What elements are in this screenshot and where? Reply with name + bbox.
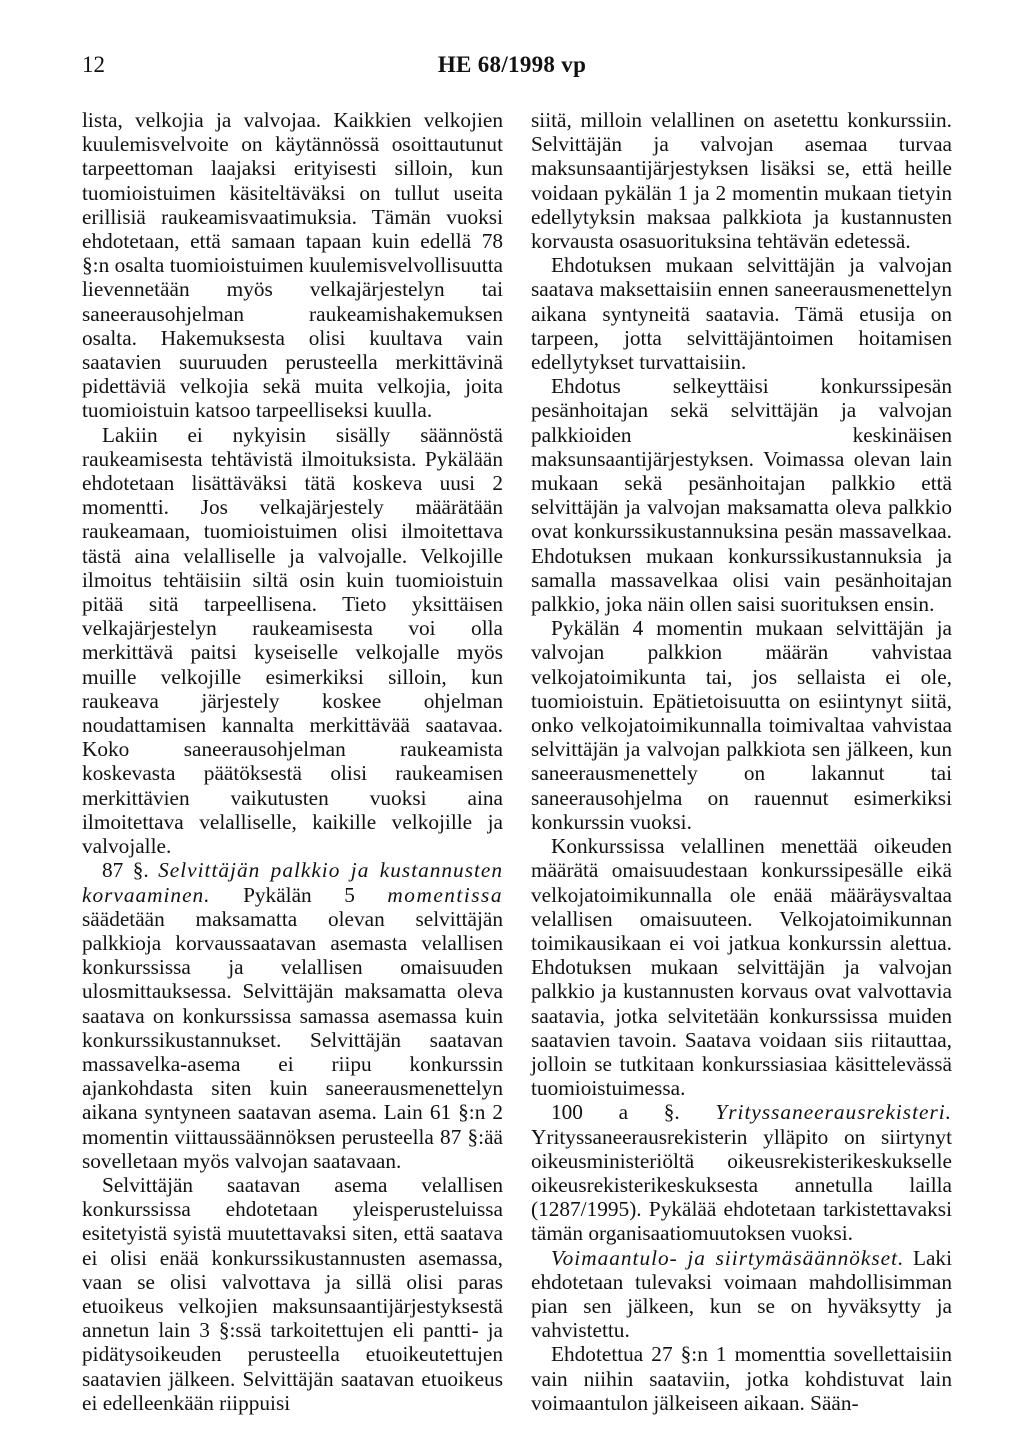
paragraph: Selvittäjän saatavan asema velallisen konkurssissa ehdotetaan yleisperusteluissa esitetyistä syistä muutettavaksi siten, että saatava ei olisi enää konkurssikustannusten asemassa, vaan se olisi valvottava ja sillä olisi paras etuoikeus velkojien maksunsaantijärjestyksestä annetun lain 3 §:ssä tarkoitettujen eli pantti- ja pidätysoikeuden perusteella etuoikeutettujen saatavien jälkeen. Selvittäjän saatavan etuoikeus ei edelleenkään riippuisi — [82, 1172, 503, 1415]
section-number: 87 §. — [102, 858, 149, 883]
section-number: 100 a §. — [551, 1100, 680, 1125]
paragraph: siitä, milloin velallinen on asetettu konkurssiin. Selvittäjän ja valvojan asemaa turvaa maksunsaantijärjestyksen lisäksi se, että heille voidaan pykälän 1 ja 2 momentin mukaan tietyin edellytyksin maksaa palkkiota ja kustannusten korvausta osasuorituksina tehtävän edetessä. — [531, 108, 952, 254]
text-segment: Pykälän 5 — [243, 882, 355, 907]
section-87-paragraph — [82, 858, 503, 1173]
paragraph: Lakiin ei nykyisin sisälly säännöstä raukeamisesta tehtävistä ilmoituksista. Pykälään ehdotetaan lisättäväksi tätä koskeva uusi 2 momentti. Jos velkajärjestely määrätään raukeamaan, tuomioistuimen olisi ilmoitettava tästä aina velalliselle ja valvojalle. Velkojille ilmoitus tehtäisiin siltä osin kuin tuomioistuin pitää sitä tarpeellisena. Tieto yksittäisen velkajärjestelyn raukeamisesta voi olla merkittävä paitsi kyseiselle velkojalle myös muille velkojille esimerkiksi silloin, kun raukeava järjestely koskee ohjelman noudattamisen kannalta merkittävää saatavaa. Koko saneerausohjelman raukeamista koskevasta päätöksestä olisi raukeamisen merkittävien vaikutusten vuoksi aina ilmoitettava velalliselle, kaikille velkojille ja valvojalle. — [82, 422, 503, 859]
emphasized-term: momentissa — [387, 882, 503, 907]
section-title: Voimaantulo- ja siirtymäsäännökset. — [551, 1245, 905, 1270]
section-100a-paragraph — [531, 1100, 952, 1245]
page-number: 12 — [82, 52, 105, 77]
transition-provisions-paragraph — [531, 1246, 952, 1343]
left-column — [82, 108, 503, 1415]
document-id: HE 68/1998 vp — [437, 52, 587, 77]
paragraph: Ehdotuksen mukaan selvittäjän ja valvojan saatava maksettaisiin ennen saneerausmenettelyn aikana syntyneitä saatavia. Tämä etusija on tarpeen, jotta selvittäjäntoimen hoitamisen edellytykset turvattaisiin. — [531, 253, 952, 375]
text-segment: Yrityssaneerausrekisterin ylläpito on siirtynyt oikeusministeriöltä oikeusrekisterikeskukselle oikeusrekisterikeskuksesta annetulla lailla (1287/1995). Pykälää ehdotetaan tarkistettavaksi tämän organisaatiomuutoksen vuoksi. — [531, 1124, 952, 1246]
paragraph: Konkurssissa velallinen menettää oikeuden määrätä omaisuudestaan konkurssipesälle eikä velkojatoimikunnalla ole enää määräysvaltaa velallisen omaisuuteen. Velkojatoimikunnan toimikausikaan ei voi jatkua konkurssin alettua. Ehdotuksen mukaan selvittäjän ja valvojan palkkio ja kustannusten korvaus ovat valvottavia saatavia, jotka selvitetään konkurssissa muiden saatavien tavoin. Saatava voidaan siis riitauttaa, jolloin se tutkitaan konkurssiasiaa käsittelevässä tuomioistuimessa. — [531, 834, 952, 1101]
paragraph: lista, velkojia ja valvojaa. Kaikkien velkojien kuulemisvelvoite on käytännössä osoittautunut tarpeettoman laajaksi erityisesti silloin, kun tuomioistuimen käsiteltäväksi on tullut useita erillisiä raukeamisvaatimuksia. Tämän vuoksi ehdotetaan, että samaan tapaan kuin edellä 78 §:n osalta tuomioistuimen kuulemisvelvollisuutta lievennetään myös velkajärjestelyn tai saneerausohjelman raukeamishakemuksen osalta. Hakemuksesta olisi kuultava vain saatavien suuruuden perusteella merkittävinä pidettäviä velkojia sekä muita velkojia, joita tuomioistuin katsoo tarpeelliseksi kuulla. — [82, 108, 503, 423]
right-column — [531, 108, 952, 1415]
page-header — [0, 0, 1024, 80]
paragraph: Ehdotettua 27 §:n 1 momenttia sovellettaisiin vain niihin saataviin, jotka kohdistuvat lain voimaantulon jälkeiseen aikaan. Sään- — [531, 1342, 952, 1415]
text-segment: Laki ehdotetaan tulevaksi voimaan mahdollisimman pian sen jälkeen, kun se on hyväksytty ja vahvistettu. — [531, 1245, 952, 1343]
paragraph: Pykälän 4 momentin mukaan selvittäjän ja valvojan palkkion määrän vahvistaa velkojatoimikunta tai, jos sellaista ei ole, tuomioistuin. Epätietoisuutta on esiintynyt siitä, onko velkojatoimikunnalla toimivaltaa vahvistaa selvittäjän ja valvojan palkkiota sen jälkeen, kun saneerausmenettely on lakannut tai saneerausohjelma on rauennut esimerkiksi konkurssin vuoksi. — [531, 616, 952, 834]
text-segment: säädetään maksamatta olevan selvittäjän palkkioja korvaussaatavan asemasta velallisen konkurssissa ja velallisen omaisuuden ulosmittauksessa. Selvittäjän maksamatta oleva saatava on konkurssissa samassa asemassa kuin konkurssikustannukset. Selvittäjän saatavan massavelka-asema ei riipu konkurssin ajankohdasta siten kuin saneerausmenettelyn aikana syntyneen saatavan asema. Lain 61 §:n 2 momentin viittaussäännöksen perusteella 87 §:ää sovelletaan myös valvojan saatavaan. — [82, 906, 503, 1173]
section-title: Yrityssaneerausrekisteri. — [715, 1100, 952, 1125]
paragraph: Ehdotus selkeyttäisi konkurssipesän pesänhoitajan sekä selvittäjän ja valvojan palkkioiden keskinäisen maksunsaantijärjestyksen. Voimassa olevan lain mukaan sekä pesänhoitajan palkkio että selvittäjän ja valvojan maksamatta oleva palkkio ovat konkurssikustannuksina pesän massavelkaa. Ehdotuksen mukaan konkurssikustannuksia ja samalla massavelkaa olisi vain pesänhoitajan palkkio, joka näin ollen saisi suorituksen ensin. — [531, 374, 952, 617]
section-title: Selvittäjän palkkio ja kustannusten korvaaminen. — [82, 858, 504, 907]
